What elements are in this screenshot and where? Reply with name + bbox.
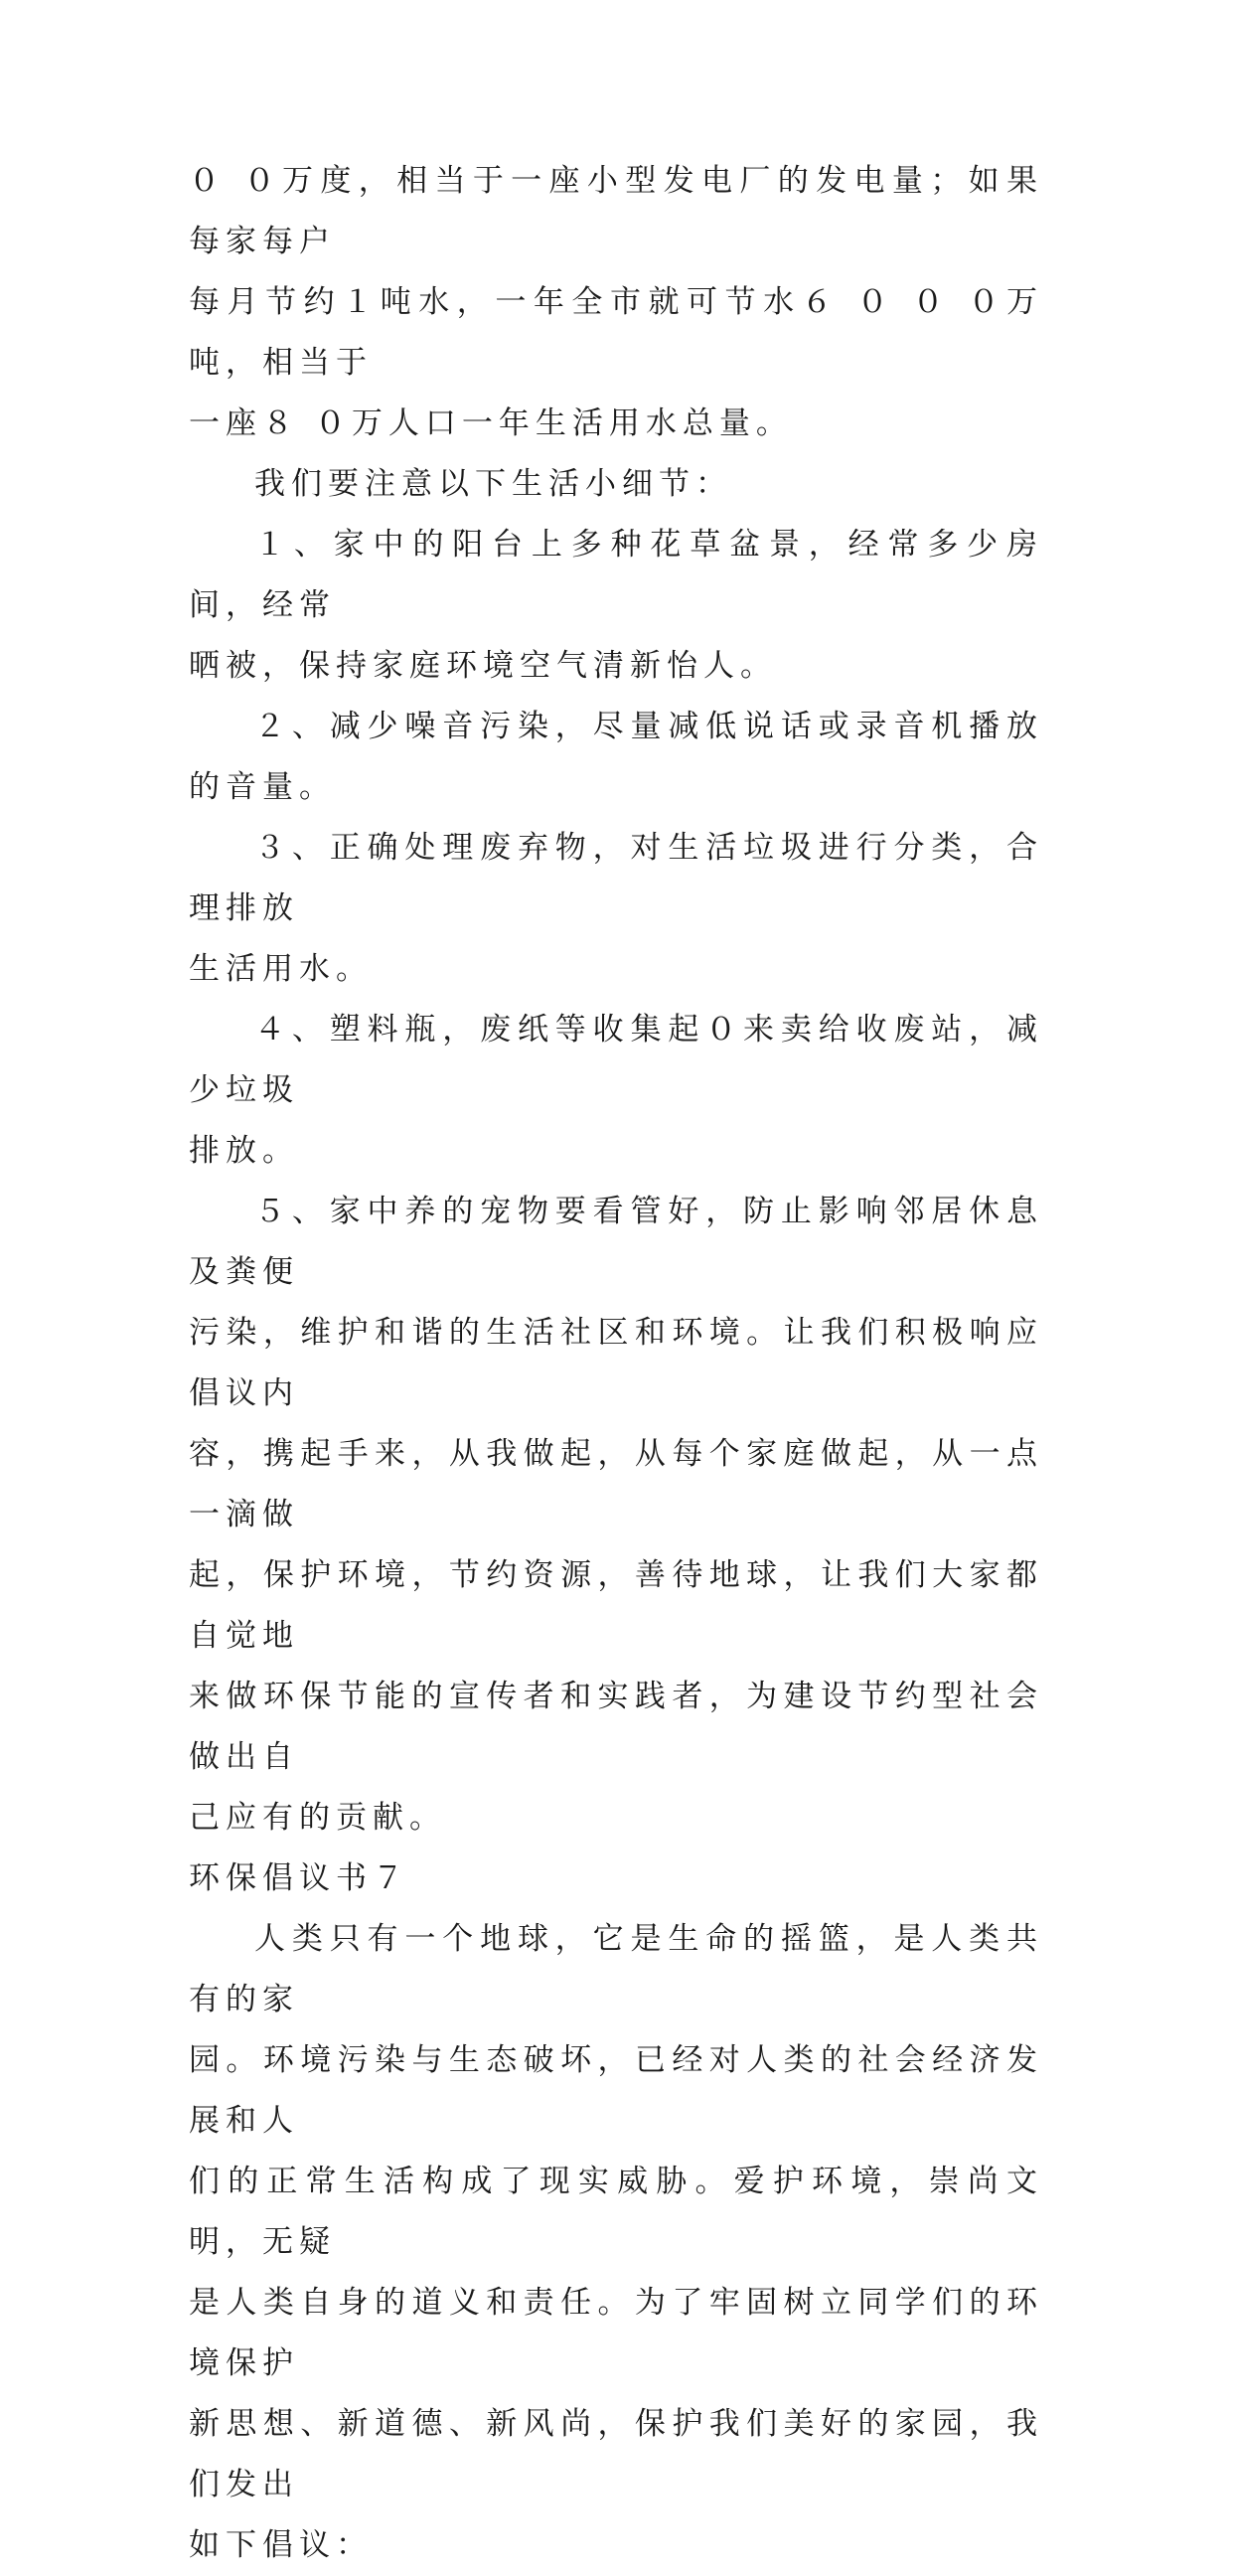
text-line: ２、减少噪音污染，尽量减低说话或录音机播放的音量。	[189, 709, 1043, 805]
text-line: 们的正常生活构成了现实威胁。爱护环境，崇尚文明，无疑	[189, 2164, 1043, 2260]
text-line: ４、塑料瓶，废纸等收集起０来卖给收废站，减少垃圾	[189, 1012, 1043, 1108]
paragraph-continuation	[189, 151, 1043, 454]
text-line: 起，保护环境，节约资源，善待地球，让我们大家都自觉地	[189, 1557, 1043, 1654]
text-line: 新思想、新道德、新风尚，保护我们美好的家园，我们发出	[189, 2406, 1043, 2502]
text-line: 一座８ ０万人口一年生活用水总量。	[189, 405, 793, 441]
text-line: 如下倡议：	[189, 2527, 373, 2563]
text-line: ５、家中养的宠物要看管好，防止影响邻居休息及粪便	[189, 1194, 1043, 1290]
text-line: ０ ０万度，相当于一座小型发电厂的发电量；如果每家每户	[189, 163, 1043, 259]
text-line: ３、正确处理废弃物，对生活垃圾进行分类，合理排放	[189, 830, 1043, 926]
text-line: 容，携起手来，从我做起，从每个家庭做起，从一点一滴做	[189, 1436, 1043, 1532]
text-line: 园。环境污染与生态破坏，已经对人类的社会经济发展和人	[189, 2042, 1043, 2139]
text-line: １、家中的阳台上多种花草盆景，经常多少房间，经常	[189, 527, 1043, 623]
text-line: 是人类自身的道义和责任。为了牢固树立同学们的环境保护	[189, 2285, 1043, 2381]
paragraph-item-4	[189, 1000, 1043, 1182]
text-line: 我们要注意以下生活小细节：	[254, 466, 732, 502]
paragraph-section-body	[189, 1909, 1043, 2576]
paragraph-item-3	[189, 818, 1043, 1000]
text-line: 排放。	[189, 1133, 299, 1169]
text-line: 污染，维护和谐的生活社区和环境。让我们积极响应倡议内	[189, 1315, 1043, 1411]
text-line: 晒被，保持家庭环境空气清新怡人。	[189, 648, 777, 684]
section-title: 环保倡议书７	[189, 1860, 409, 1896]
text-line: 己应有的贡献。	[189, 1800, 446, 1836]
paragraph-item-2	[189, 697, 1043, 818]
paragraph-item-5	[189, 1182, 1043, 1849]
text-line: 每月节约１吨水，一年全市就可节水６ ０ ０ ０万吨，相当于	[189, 284, 1043, 381]
text-line: 生活用水。	[189, 951, 373, 987]
document-body	[189, 151, 1043, 2576]
text-line: 人类只有一个地球，它是生命的摇篮，是人类共有的家	[189, 1921, 1043, 2017]
paragraph-intro	[189, 454, 1043, 515]
paragraph-item-1	[189, 515, 1043, 697]
text-line: 来做环保节能的宣传者和实践者，为建设节约型社会做出自	[189, 1679, 1043, 1775]
